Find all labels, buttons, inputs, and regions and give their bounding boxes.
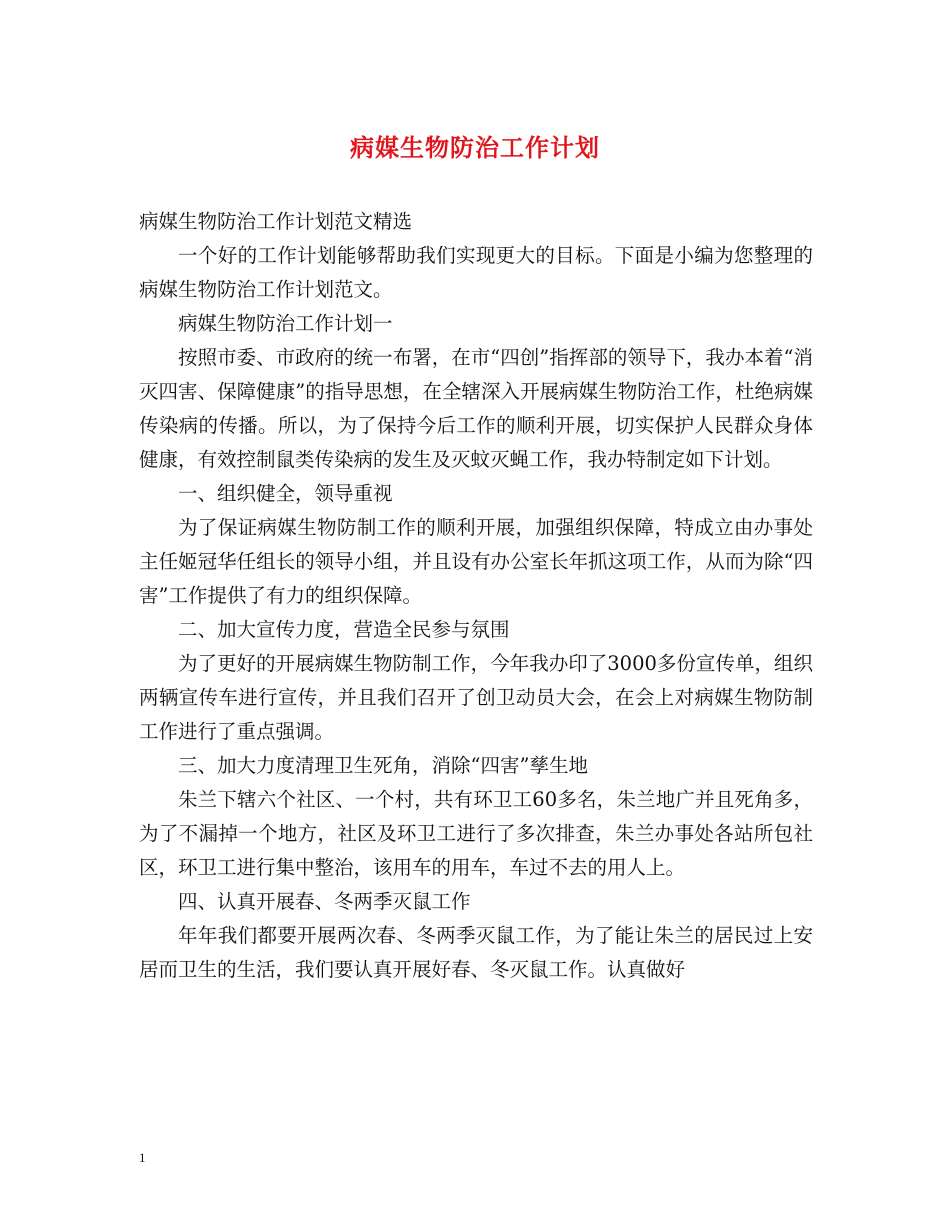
section-heading-4: 四、认真开展春、冬两季灭鼠工作 <box>178 890 471 913</box>
section-heading-3: 三、加大力度清理卫生死角，消除“四害”孳生地 <box>178 754 588 777</box>
document-body <box>139 205 813 987</box>
paragraph-intro: 一个好的工作计划能够帮助我们实现更大的目标。下面是小编为您整理的病媒生物防治工作计划范文。 <box>139 244 813 301</box>
section-heading-plan-one: 病媒生物防治工作计划一 <box>178 312 393 335</box>
section-heading-1: 一、组织健全，领导重视 <box>178 482 393 505</box>
page-number: 1 <box>139 1150 146 1165</box>
document-title: 病媒生物防治工作计划 <box>350 133 600 162</box>
paragraph-overview: 按照市委、市政府的统一布署，在市“四创”指挥部的领导下，我办本着“消灭四害、保障健康”的指导思想，在全辖深入开展病媒生物防治工作，杜绝病媒传染病的传播。所以，为了保持今后工作的顺利开展，切实保护人民群众身体健康，有效控制鼠类传染病的发生及灭蚊灭蝇工作，我办特制定如下计划。 <box>139 346 813 471</box>
paragraph-section-2: 为了更好的开展病媒生物防制工作，今年我办印了3000多份宣传单，组织两辆宣传车进行宣传，并且我们召开了创卫动员大会，在会上对病媒生物防制工作进行了重点强调。 <box>139 652 813 743</box>
paragraph-section-3: 朱兰下辖六个社区、一个村，共有环卫工60多名，朱兰地广并且死角多，为了不漏掉一个地方，社区及环卫工进行了多次排查，朱兰办事处各站所包社区，环卫工进行集中整治，该用车的用车，车过不去的用人上。 <box>139 788 813 879</box>
section-heading-2: 二、加大宣传力度，营造全民参与氛围 <box>178 618 510 641</box>
paragraph-section-4: 年年我们都要开展两次春、冬两季灭鼠工作，为了能让朱兰的居民过上安居而卫生的生活，我们要认真开展好春、冬灭鼠工作。认真做好 <box>139 924 813 981</box>
paragraph-section-1: 为了保证病媒生物防制工作的顺利开展，加强组织保障，特成立由办事处主任姬冠华任组长的领导小组，并且设有办公室长年抓这项工作，从而为除“四害”工作提供了有力的组织保障。 <box>139 516 813 607</box>
document-subtitle: 病媒生物防治工作计划范文精选 <box>139 210 413 233</box>
